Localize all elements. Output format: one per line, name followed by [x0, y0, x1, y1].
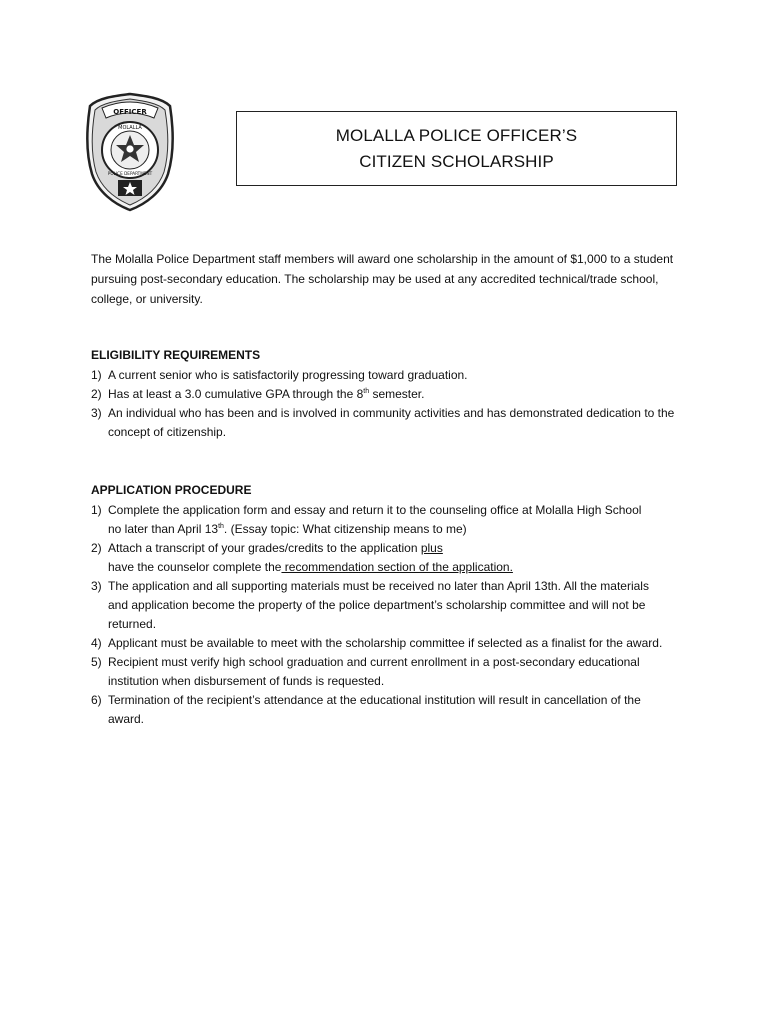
list-item	[91, 539, 691, 577]
underlined-text: recommendation section of the application.	[281, 560, 513, 574]
eligibility-list	[91, 366, 691, 442]
item-text: Termination of the recipient’s attendance at the educational institution will result in cancellation of the award.	[108, 693, 641, 726]
underlined-text: plus	[420, 541, 443, 555]
list-item	[91, 501, 691, 539]
item-text: no later than April 13	[108, 522, 219, 536]
procedure-heading: APPLICATION PROCEDURE	[91, 483, 252, 497]
item-text: have the counselor complete the	[108, 560, 282, 574]
item-text: semester.	[369, 387, 425, 401]
item-number: 2)	[91, 387, 102, 401]
list-item	[91, 634, 691, 653]
ordinal-suffix: th	[218, 523, 224, 530]
item-number: 2)	[91, 541, 102, 555]
item-text: Applicant must be available to meet with the scholarship committee if selected as a finalist for the award.	[108, 636, 663, 650]
list-item	[91, 366, 691, 385]
item-text: . (Essay topic: What citizenship means to me)	[223, 522, 467, 536]
item-text: A current senior who is satisfactorily progressing toward graduation.	[108, 368, 468, 382]
item-text: An individual who has been and is involved in community activities and has demonstrated dedication to the concept of citizenship.	[108, 406, 675, 439]
item-number: 3)	[91, 579, 102, 593]
item-number: 1)	[91, 368, 102, 382]
item-number: 3)	[91, 406, 102, 420]
item-number: 4)	[91, 636, 102, 650]
page-title-line-1: MOLALLA POLICE OFFICER’S	[335, 125, 578, 145]
eligibility-heading: ELIGIBILITY REQUIREMENTS	[91, 348, 261, 362]
page-title-line-2: CITIZEN SCHOLARSHIP	[359, 151, 554, 171]
item-text: Has at least a 3.0 cumulative GPA through the 8	[108, 387, 364, 401]
police-badge-logo	[84, 92, 176, 212]
list-item	[91, 691, 691, 729]
item-text: Recipient must verify high school graduation and current enrollment in a post-secondary educational institution when disbursement of funds is requested.	[108, 655, 640, 688]
ordinal-suffix: th	[363, 388, 370, 395]
item-text: Attach a transcript of your grades/credits to the application	[108, 541, 421, 555]
list-item	[91, 385, 691, 404]
badge-top-text: OFFICER	[113, 108, 147, 116]
intro-paragraph: The Molalla Police Department staff members will award one scholarship in the amount of $1,000 to a student pursuing post-secondary education. The scholarship may be used at any accredited technical/trade school, college, or university.	[91, 252, 674, 306]
list-item	[91, 404, 691, 442]
badge-icon	[84, 92, 176, 212]
item-number: 6)	[91, 693, 102, 707]
list-item	[91, 653, 691, 691]
item-number: 1)	[91, 503, 102, 517]
item-number: 5)	[91, 655, 102, 669]
title-box	[236, 111, 677, 186]
list-item	[91, 577, 691, 634]
badge-bottom-text: POLICE DEPARTMENT	[107, 171, 153, 176]
badge-ring-text: MOLALLA	[118, 125, 142, 131]
item-text: The application and all supporting materials must be received no later than April 13th. All the materials and application become the property of the police department’s scholarship committee and will not be returned.	[108, 579, 649, 631]
item-text: Complete the application form and essay and return it to the counseling office at Molalla High School	[108, 503, 642, 517]
procedure-list	[91, 501, 691, 729]
